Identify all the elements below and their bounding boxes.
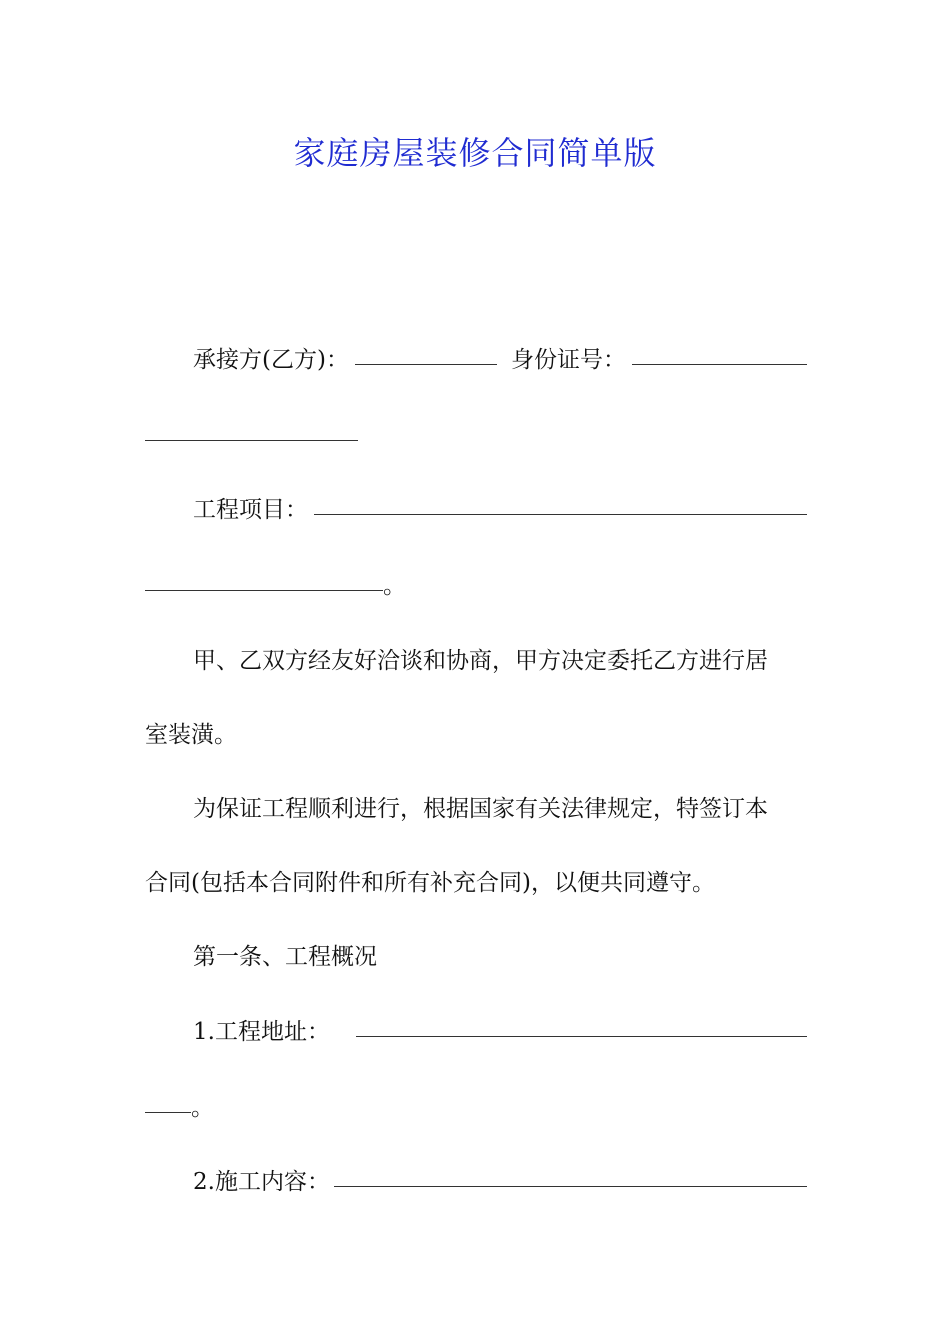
id-blank-2 [145, 440, 358, 441]
paragraph-1-line-2: 室装潢。 [145, 722, 237, 748]
paragraph-2-line-1: 为保证工程顺利进行，根据国家有关法律规定，特签订本 [193, 796, 768, 822]
id-label: 身份证号： [510, 347, 626, 373]
content-blank [334, 1186, 807, 1187]
address-blank [356, 1036, 807, 1037]
document-title: 家庭房屋装修合同简单版 [293, 134, 657, 172]
project-line [193, 490, 807, 530]
project-blank [314, 514, 807, 515]
address-line [193, 1012, 807, 1052]
id-blank-continuation [145, 416, 807, 456]
address-blank-2 [145, 1112, 191, 1113]
id-blank [632, 364, 807, 365]
project-blank-continuation [145, 566, 807, 606]
address-blank-continuation [145, 1088, 807, 1128]
content-label: 2.施工内容： [193, 1169, 330, 1195]
address-label: 1.工程地址： [193, 1019, 330, 1045]
article-1-heading: 第一条、工程概况 [193, 944, 377, 970]
project-label: 工程项目： [193, 497, 308, 523]
project-period: 。 [383, 573, 406, 599]
paragraph-1-line-1: 甲、乙双方经友好洽谈和协商，甲方决定委托乙方进行居 [193, 648, 768, 674]
contractor-blank [355, 364, 497, 365]
contractor-label: 承接方(乙方)： [193, 347, 349, 373]
content-line [193, 1162, 807, 1202]
paragraph-2-line-2: 合同(包括本合同附件和所有补充合同)，以便共同遵守。 [145, 870, 715, 896]
address-period: 。 [191, 1095, 214, 1121]
contractor-line [193, 340, 807, 380]
project-blank-2 [145, 590, 383, 591]
